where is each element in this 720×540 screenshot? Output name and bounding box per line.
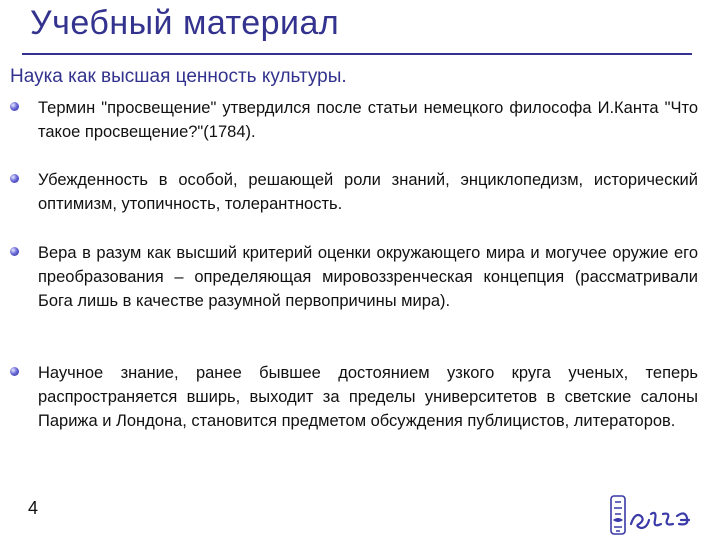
list-item [10,241,698,313]
bullet-text: Термин "просвещение" утвердился после статьи немецкого философа И.Канта "Что такое просвещение?"(1784). [38,99,698,141]
bullet-icon [10,102,19,111]
bullet-icon [10,247,19,256]
list-item [10,361,698,433]
bullet-text: Научное знание, ранее бывшее достоянием узкого круга ученых, теперь распространяется вширь, выходит за пределы университетов в светские салоны Парижа и Лондона, становится предметом обсуждения публицистов, литераторов. [38,364,698,430]
title-divider [22,53,692,55]
list-item [10,168,698,216]
university-logo-icon [605,494,705,538]
bullet-text: Вера в разум как высший критерий оценки окружающего мира и могучее оружие его преобразования – определяющая мировоззренческая концепция (рассматривали Бога лишь в качестве разумной первопричины мира). [38,244,698,310]
slide-subtitle: Наука как высшая ценность культуры. [10,66,347,87]
list-item [10,96,698,144]
page-number: 4 [28,498,39,518]
bullet-icon [10,367,19,376]
bullet-icon [10,174,19,183]
slide-title: Учебный материал [30,4,340,42]
bullet-text: Убежденность в особой, решающей роли знаний, энциклопедизм, исторический оптимизм, утопичность, толерантность. [38,171,698,213]
